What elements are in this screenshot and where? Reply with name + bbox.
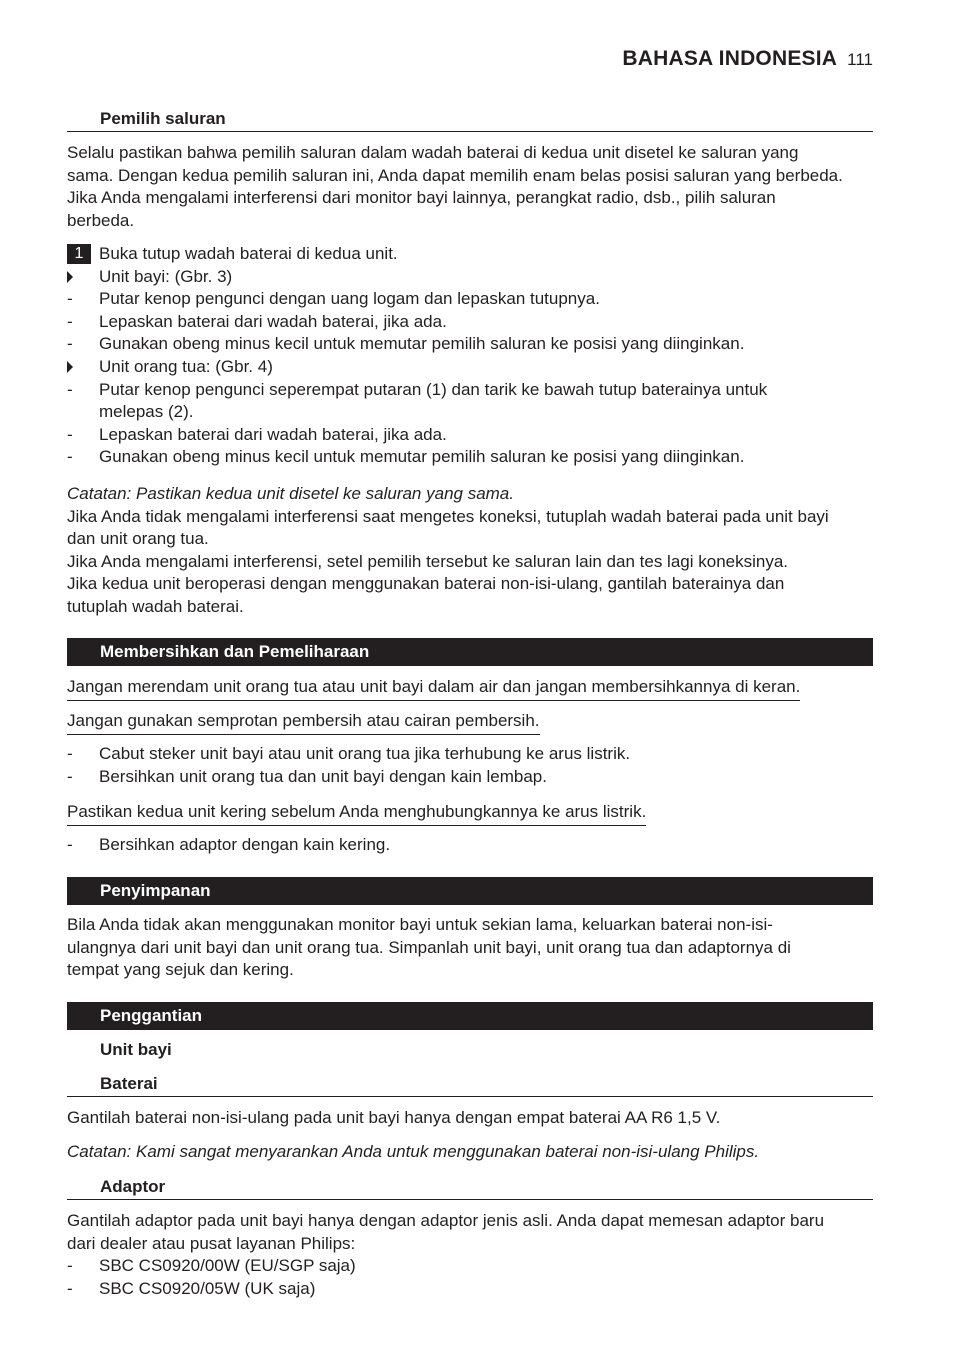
- list-item: [67, 379, 873, 424]
- channel-intro: [67, 142, 873, 232]
- list-item: [67, 834, 873, 857]
- item-text: Gunakan obeng minus kecil untuk memutar pemilih saluran ke posisi yang diinginkan.: [99, 447, 745, 467]
- subheading-adaptor: Adaptor: [67, 1175, 873, 1200]
- channel-steps: [67, 243, 873, 469]
- label-text: Unit bayi: (Gbr. 3): [99, 266, 233, 286]
- item-text: melepas (2).: [99, 402, 194, 422]
- warning-text: Pastikan kedua unit kering sebelum Anda menghubungkannya ke arus listrik.: [67, 801, 646, 826]
- list-item: [67, 424, 873, 447]
- note-text: Catatan: Pastikan kedua unit disetel ke saluran yang sama.: [67, 484, 514, 503]
- label-text: Unit orang tua: (Gbr. 4): [99, 356, 273, 376]
- paragraph-line: Jika Anda mengalami interferensi, setel pemilih tersebut ke saluran lain dan tes lagi koneksinya.: [67, 551, 789, 571]
- dash-bullet: -: [67, 311, 73, 331]
- item-text: SBC CS0920/05W (UK saja): [99, 1278, 316, 1298]
- item-text: Cabut steker unit bayi atau unit orang tua jika terhubung ke arus listrik.: [99, 744, 631, 763]
- channel-note-block: [67, 483, 873, 619]
- triangle-bullet-icon: [67, 271, 73, 283]
- dash-bullet: -: [67, 289, 73, 309]
- storage-text: [67, 914, 873, 982]
- baby-unit-label: [67, 266, 873, 289]
- item-text: Lepaskan baterai dari wadah baterai, jika ada.: [99, 424, 447, 444]
- paragraph-line: Selalu pastikan bahwa pemilih saluran dalam wadah baterai di kedua unit disetel ke saluran yang: [67, 143, 799, 162]
- battery-note-block: [67, 1141, 873, 1164]
- page-number: 111: [847, 50, 873, 69]
- list-item: [67, 311, 873, 334]
- note-text: Catatan: Kami sangat menyarankan Anda untuk menggunakan baterai non-isi-ulang Philips.: [67, 1142, 760, 1161]
- dash-bullet: -: [67, 447, 73, 467]
- section-heading-replacement: Penggantian: [67, 1002, 873, 1030]
- battery-block: [67, 1107, 873, 1130]
- battery-text: Gantilah baterai non-isi-ulang pada unit bayi hanya dengan empat baterai AA R6 1,5 V.: [67, 1108, 721, 1127]
- cleaning-warning-1: [67, 676, 873, 701]
- section-heading-storage: Penyimpanan: [67, 877, 873, 905]
- dash-bullet: -: [67, 424, 73, 444]
- step-number: 1: [67, 244, 91, 264]
- dash-bullet: -: [67, 1256, 73, 1276]
- paragraph-line: dan unit orang tua.: [67, 529, 209, 549]
- step-text: Buka tutup wadah baterai di kedua unit.: [99, 244, 398, 263]
- step-item: [67, 243, 873, 266]
- item-text: Gunakan obeng minus kecil untuk memutar pemilih saluran ke posisi yang diinginkan.: [99, 334, 745, 354]
- warning-text: Jangan gunakan semprotan pembersih atau cairan pembersih.: [67, 710, 540, 735]
- cleaning-warning-2: [67, 710, 873, 735]
- list-item: [67, 743, 873, 766]
- paragraph-line: sama. Dengan kedua pemilih saluran ini, Anda dapat memilih enam belas posisi saluran yang berbeda.: [67, 165, 843, 185]
- dash-bullet: -: [67, 744, 73, 763]
- list-item: [67, 333, 873, 356]
- section-heading-channel-selector: Pemilih saluran: [67, 107, 873, 132]
- dash-bullet: -: [67, 766, 73, 786]
- paragraph-line: Jika Anda tidak mengalami interferensi saat mengetes koneksi, tutuplah wadah baterai pada unit bayi: [67, 506, 829, 526]
- list-item: [67, 288, 873, 311]
- item-text: Putar kenop pengunci dengan uang logam dan lepaskan tutupnya.: [99, 289, 600, 309]
- cleaning-warning-3: [67, 801, 873, 826]
- dash-bullet: -: [67, 835, 73, 854]
- paragraph-line: Jika kedua unit beroperasi dengan menggunakan baterai non-isi-ulang, gantilah baterainya dan: [67, 574, 785, 594]
- paragraph-line: Gantilah adaptor pada unit bayi hanya dengan adaptor jenis asli. Anda dapat memesan adaptor baru: [67, 1211, 825, 1230]
- warning-text: Jangan merendam unit orang tua atau unit bayi dalam air dan jangan membersihkannya di keran.: [67, 676, 800, 701]
- subheading-baby-unit: Unit bayi: [100, 1040, 172, 1059]
- paragraph-line: tutuplah wadah baterai.: [67, 596, 244, 616]
- adaptor-block: [67, 1210, 873, 1300]
- item-text: Lepaskan baterai dari wadah baterai, jika ada.: [99, 311, 447, 331]
- paragraph-line: ulangnya dari unit bayi dan unit orang tua. Simpanlah unit bayi, unit orang tua dan adaptornya di: [67, 937, 791, 957]
- page-header: [622, 47, 873, 71]
- language-title: BAHASA INDONESIA: [622, 47, 838, 70]
- paragraph-line: berbeda.: [67, 210, 135, 230]
- list-item: [67, 766, 873, 789]
- list-item: [67, 1278, 873, 1301]
- dash-bullet: -: [67, 334, 73, 354]
- paragraph-line: tempat yang sejuk dan kering.: [67, 960, 294, 980]
- subheading-battery: Baterai: [67, 1072, 873, 1097]
- paragraph-line: dari dealer atau pusat layanan Philips:: [67, 1233, 356, 1253]
- cleaning-list: [67, 743, 873, 788]
- item-text: Bersihkan adaptor dengan kain kering.: [99, 835, 391, 854]
- triangle-bullet-icon: [67, 361, 73, 373]
- section-heading-cleaning: Membersihkan dan Pemeliharaan: [67, 638, 873, 666]
- dash-bullet: -: [67, 1278, 73, 1298]
- item-text: Putar kenop pengunci seperempat putaran (1) dan tarik ke bawah tutup baterainya untuk: [99, 379, 768, 399]
- paragraph-line: Bila Anda tidak akan menggunakan monitor bayi untuk sekian lama, keluarkan baterai non-isi-: [67, 915, 773, 934]
- parent-unit-label: [67, 356, 873, 379]
- cleaning-list-2: [67, 834, 873, 857]
- list-item: [67, 446, 873, 469]
- paragraph-line: Jika Anda mengalami interferensi dari monitor bayi lainnya, perangkat radio, dsb., pilih saluran: [67, 188, 776, 208]
- item-text: SBC CS0920/00W (EU/SGP saja): [99, 1256, 356, 1276]
- item-text: Bersihkan unit orang tua dan unit bayi dengan kain lembap.: [99, 766, 547, 786]
- dash-bullet: -: [67, 379, 73, 399]
- list-item: [67, 1255, 873, 1278]
